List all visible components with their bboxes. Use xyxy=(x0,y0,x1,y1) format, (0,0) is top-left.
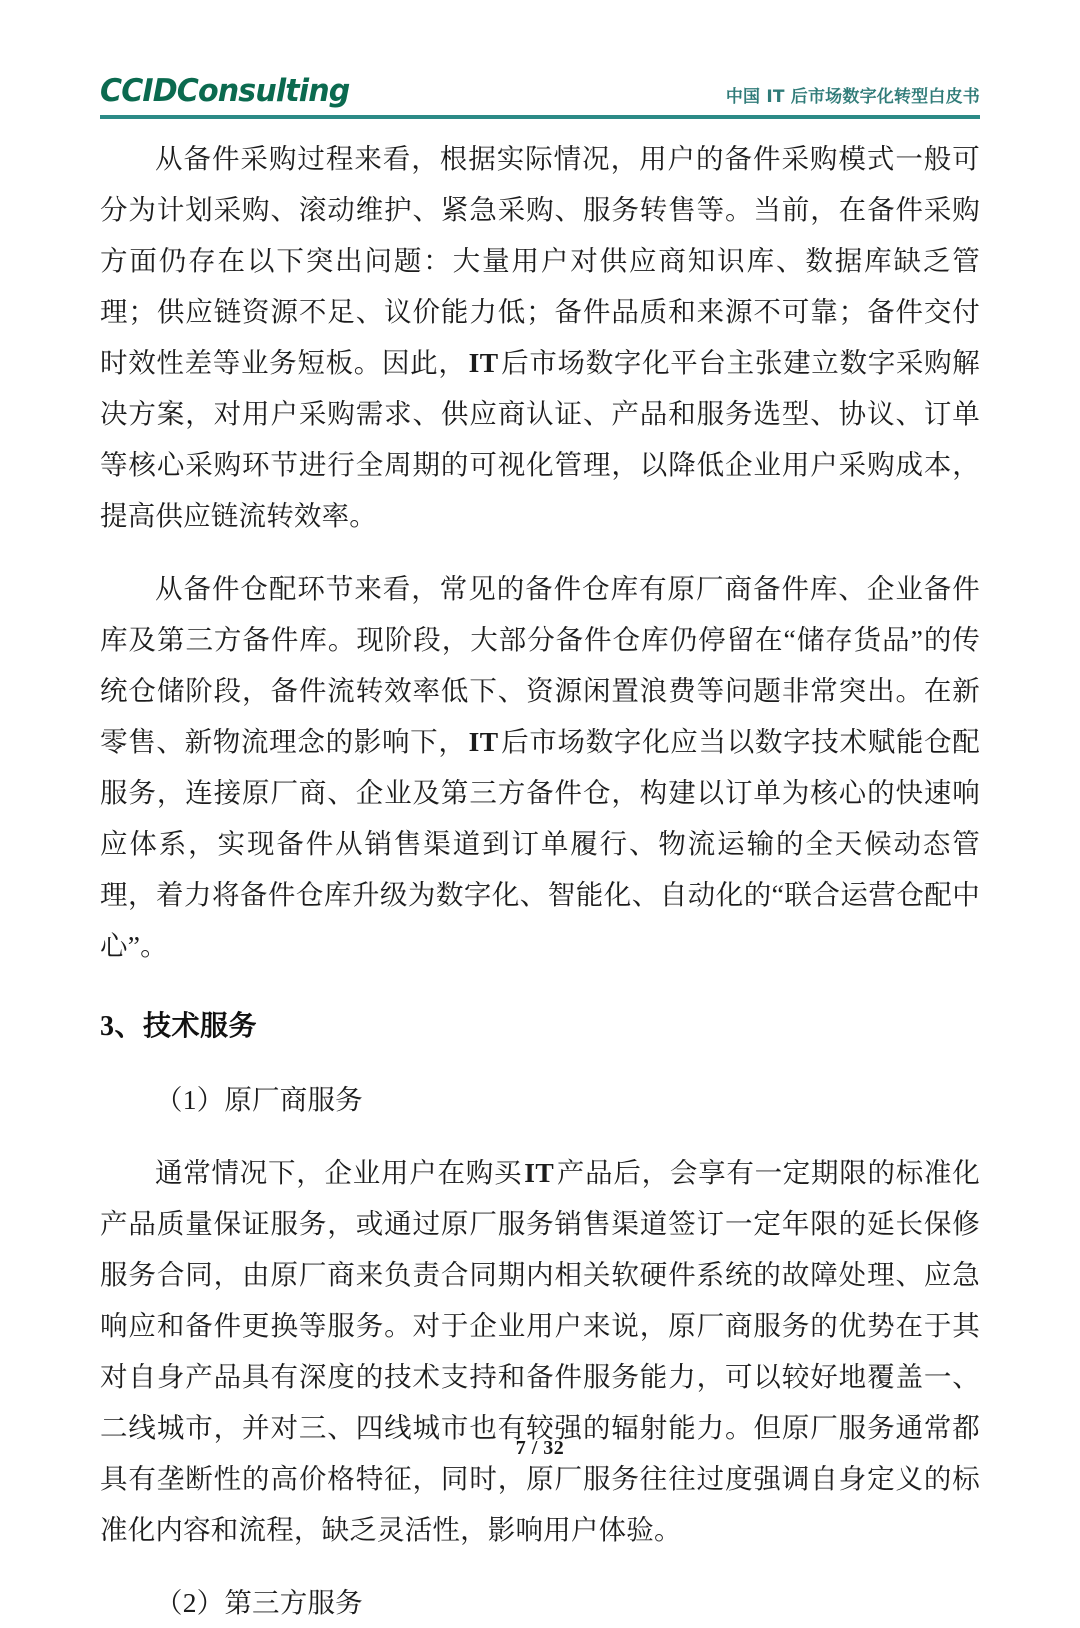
paragraph-1-text: 从备件采购过程来看，根据实际情况，用户的备件采购模式一般可分为计划采购、滚动维护、紧急采购、服务转售等。当前，在备件采购方面仍存在以下突出问题：大量用户对供应商知识库、数据库缺乏管理；供应链资源不足、议价能力低；备件品质和来源不可靠；备件交付时效性差等业务短板。因此， xyxy=(100,143,980,378)
section-heading-technical-service: 3、技术服务 xyxy=(100,1011,258,1042)
paragraph-warehouse-distribution xyxy=(100,563,980,971)
paragraph-3-continuation: 产品后，会享有一定期限的标准化产品质量保证服务，或通过原厂服务销售渠道签订一定年限的延长保修服务合同，由原厂商来负责合同期内相关软硬件系统的故障处理、应急响应和备件更换等服务。对于企业用户来说，原厂商服务的优势在于其对自身产品具有深度的技术支持和备件服务能力，可以较好地覆盖一、二线城市，并对三、四线城市也有较强的辐射能力。但原厂服务通常都具有垄断性的高价格特征，同时，原厂服务往往过度强调自身定义的标准化内容和流程，缺乏灵活性，影响用户体验。 xyxy=(100,1157,980,1545)
page-number: 7 / 32 xyxy=(515,1437,565,1459)
document-title-header: 中国 IT 后市场数字化转型白皮书 xyxy=(725,87,980,107)
subheading-oem-service: （1）原厂商服务 xyxy=(155,1084,363,1115)
document-body xyxy=(100,133,980,1628)
paragraph-3-text: 通常情况下，企业用户在购买 xyxy=(155,1157,523,1188)
paragraph-2-latin-it: IT xyxy=(468,726,499,757)
header-row xyxy=(100,58,980,110)
paragraph-spare-parts-procurement xyxy=(100,133,980,541)
heading-spacer xyxy=(100,1052,980,1074)
subheading-spacer xyxy=(100,1125,980,1147)
paragraph-spacer-2 xyxy=(100,1555,980,1577)
paragraph-2-text: 从备件仓配环节来看，常见的备件仓库有原厂商备件库、企业备件库及第三方备件库。现阶段，大部分备件仓库仍停留在“储存货品”的传统仓储阶段，备件流转效率低下、资源闲置浪费等问题非常突出。在新零售、新物流理念的影响下， xyxy=(100,573,980,757)
paragraph-1-latin-it: IT xyxy=(468,347,499,378)
paragraph-2-continuation: 后市场数字化应当以数字技术赋能仓配服务，连接原厂商、企业及第三方备件仓，构建以订单为核心的快速响应体系，实现备件从销售渠道到订单履行、物流运输的全天候动态管理，着力将备件仓库升级为数字化、智能化、自动化的“联合运营仓配中心”。 xyxy=(100,726,980,961)
ccid-consulting-logo: CCIDConsulting xyxy=(100,73,350,109)
paragraph-oem-service-detail xyxy=(100,1147,980,1555)
paragraph-3-latin-it: IT xyxy=(524,1157,555,1188)
page-header xyxy=(100,58,980,120)
page-footer xyxy=(0,1437,1080,1460)
paragraph-spacer xyxy=(100,541,980,563)
header-divider-rule xyxy=(100,115,980,119)
subheading-third-party-service: （2）第三方服务 xyxy=(155,1587,363,1618)
paragraph-1-continuation: 后市场数字化平台主张建立数字采购解决方案，对用户采购需求、供应商认证、产品和服务选型、协议、订单等核心采购环节进行全周期的可视化管理，以降低企业用户采购成本，提高供应链流转效率。 xyxy=(100,347,980,531)
section-spacer-before-heading xyxy=(100,971,980,1001)
